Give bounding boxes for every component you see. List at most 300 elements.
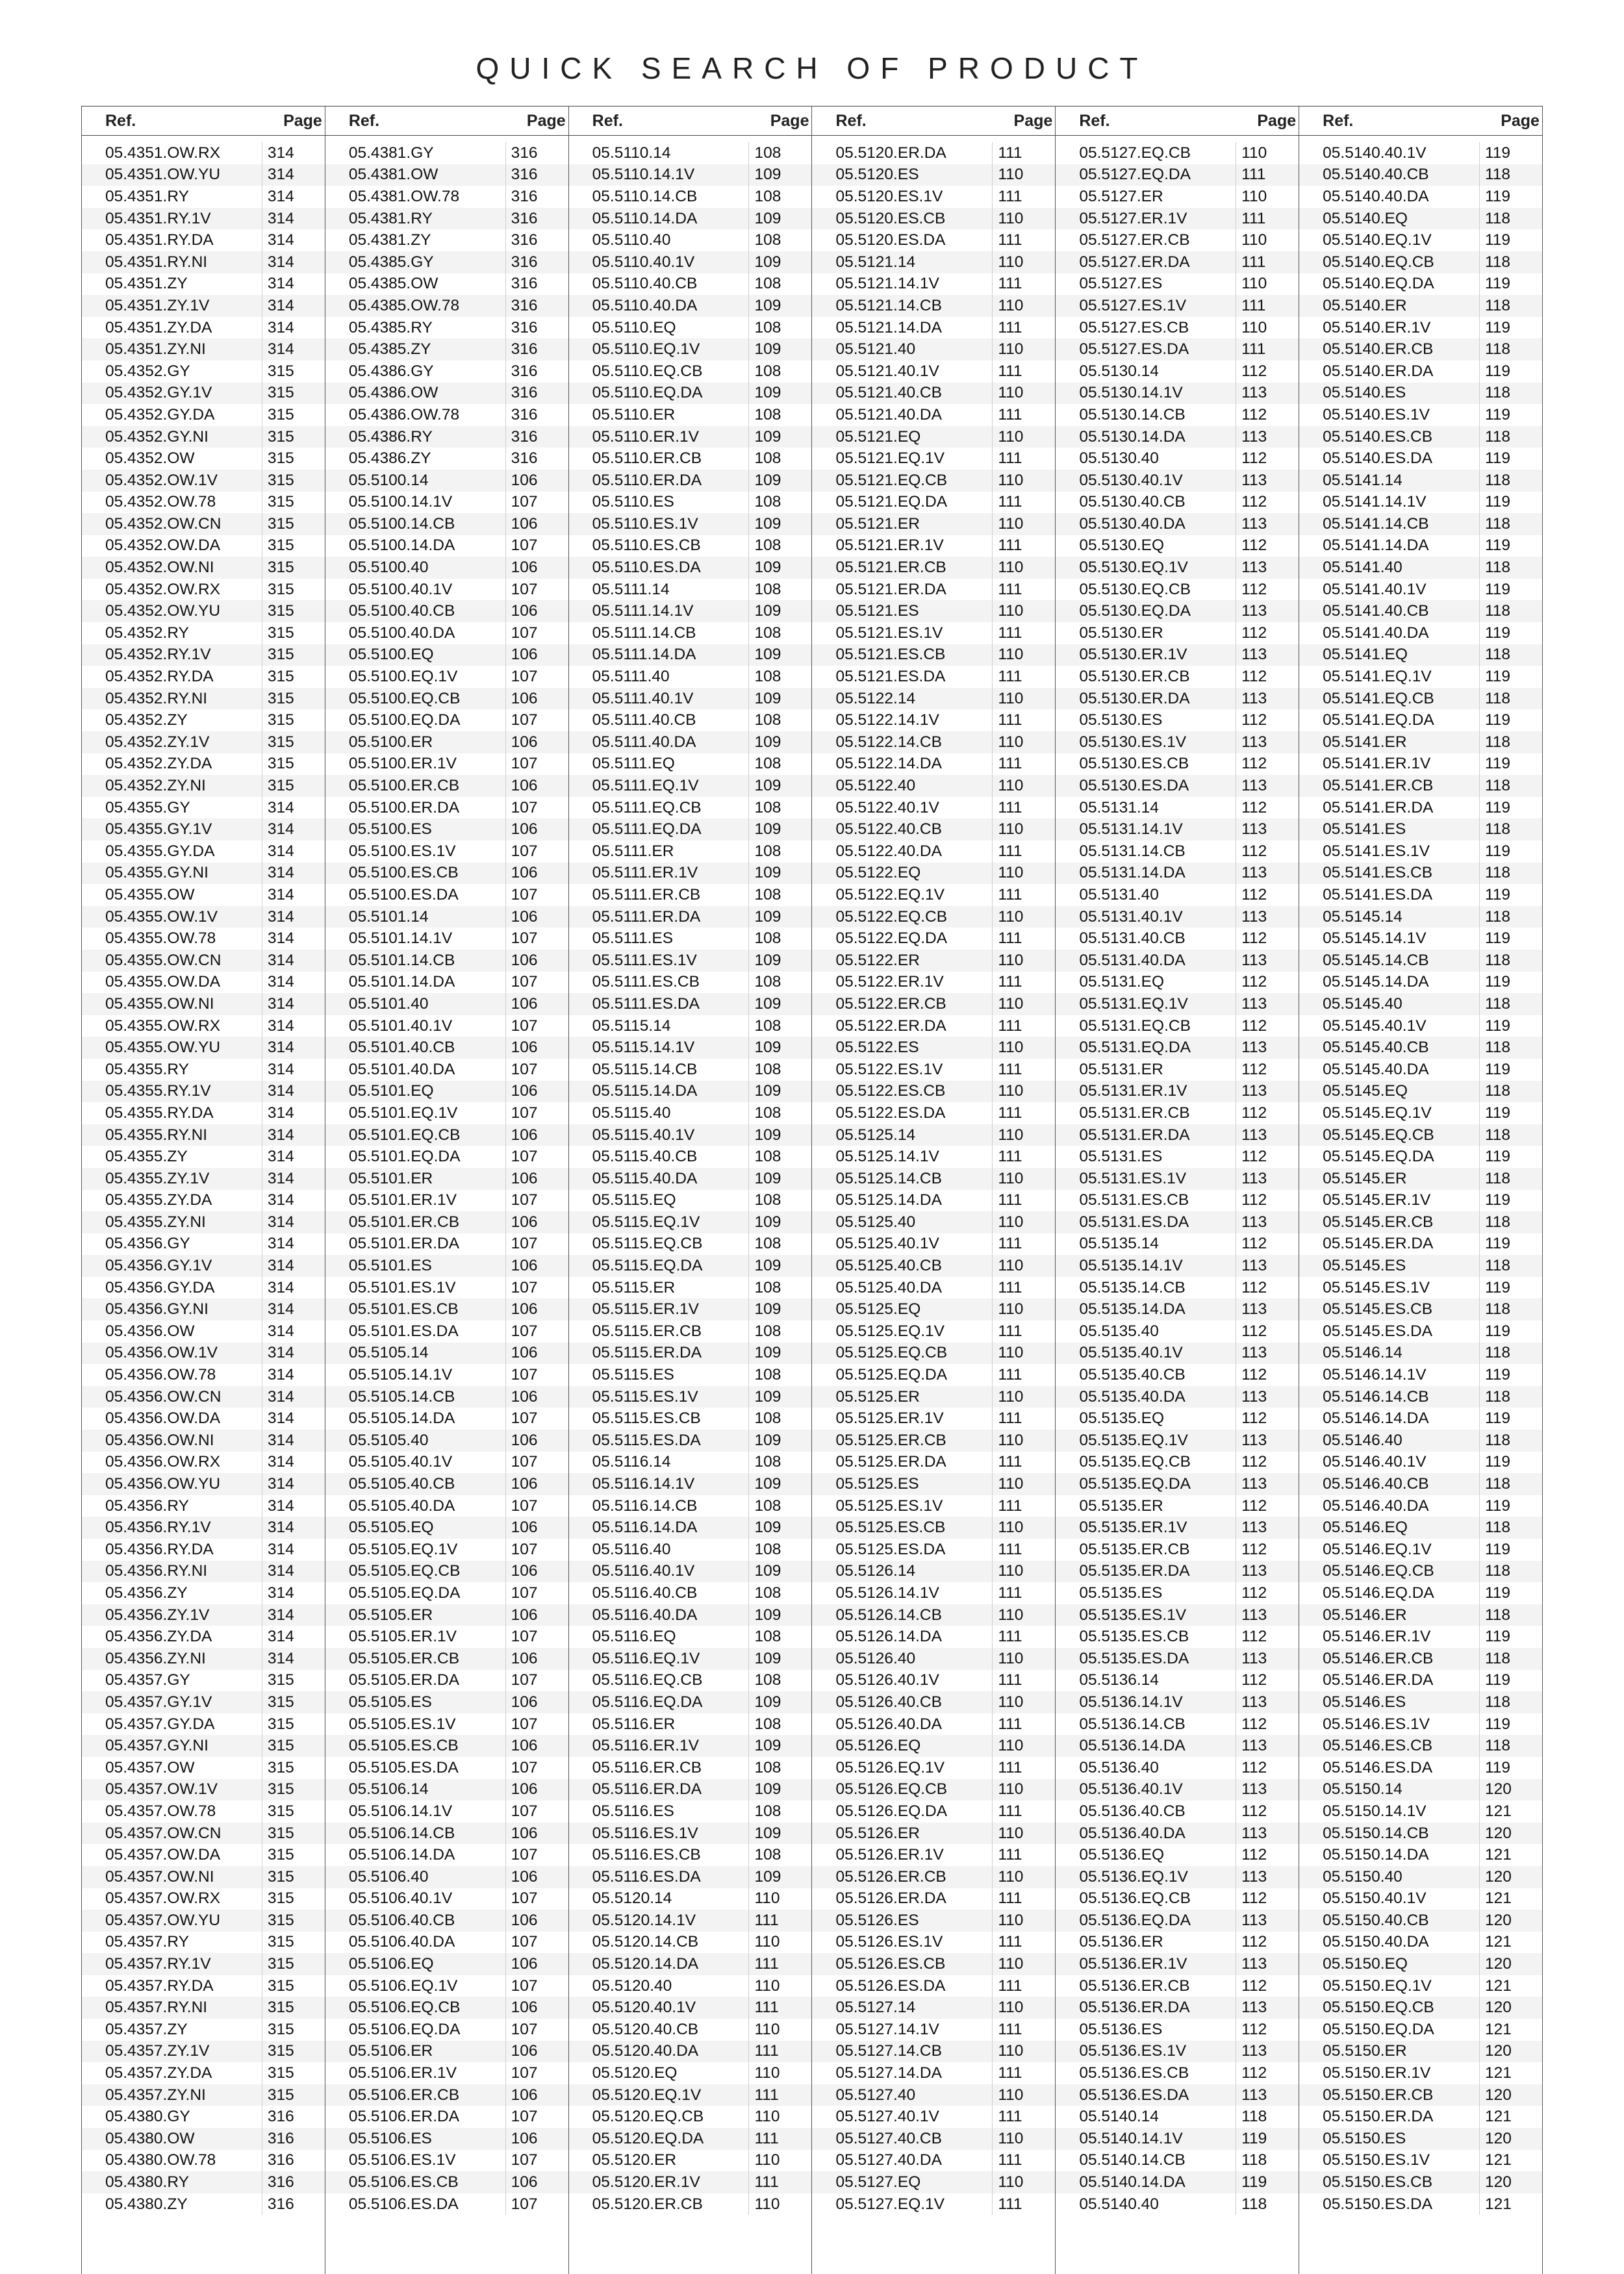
product-ref: 05.5121.EQ.CB	[835, 471, 948, 489]
column-header	[1056, 107, 1299, 136]
product-ref: 05.4351.ZY	[105, 275, 188, 293]
page-number: 118	[1479, 863, 1542, 885]
product-ref: 05.5115.ER.DA	[592, 1344, 702, 1362]
table-row	[569, 229, 812, 251]
index-rows	[82, 142, 325, 2215]
product-ref: 05.5115.EQ.CB	[592, 1235, 703, 1253]
page-number: 109	[748, 1735, 811, 1757]
page-number: 121	[1479, 1800, 1542, 1823]
product-ref: 05.4355.OW.78	[105, 929, 216, 948]
table-row	[325, 2062, 568, 2084]
product-ref: 05.5110.ES	[592, 493, 674, 511]
table-row	[325, 1081, 568, 1103]
table-row	[812, 1975, 1055, 1997]
table-row	[1056, 1670, 1299, 1692]
table-row	[82, 1757, 325, 1779]
page-number: 113	[1236, 1648, 1299, 1670]
page-number: 113	[1236, 1691, 1299, 1713]
page-number: 106	[505, 731, 568, 753]
product-ref: 05.5121.ER.DA	[835, 580, 946, 598]
table-row	[1299, 492, 1542, 514]
table-row	[812, 338, 1055, 360]
table-row	[569, 600, 812, 622]
product-ref: 05.5125.ER	[835, 1387, 920, 1406]
page-number: 120	[1479, 1866, 1542, 1888]
page-number: 107	[505, 1539, 568, 1561]
product-ref: 05.5146.ER	[1323, 1606, 1407, 1624]
product-ref: 05.5101.EQ	[348, 1082, 434, 1100]
page-number: 107	[505, 1844, 568, 1866]
page-number: 316	[262, 2106, 325, 2128]
page-number: 109	[748, 513, 811, 535]
product-ref: 05.4351.OW.YU	[105, 166, 221, 184]
table-row	[1056, 753, 1299, 776]
page-number: 314	[262, 906, 325, 928]
table-row	[569, 426, 812, 448]
page-number: 314	[262, 797, 325, 819]
product-ref: 05.4386.RY	[348, 427, 433, 446]
product-ref: 05.5140.40.DA	[1323, 187, 1429, 205]
product-ref: 05.5135.14.DA	[1079, 1300, 1186, 1319]
product-ref: 05.4357.OW	[105, 1758, 195, 1776]
table-row	[1299, 1015, 1542, 1037]
table-row	[82, 557, 325, 579]
product-ref: 05.5100.ER.DA	[348, 798, 460, 816]
page-number: 111	[748, 1997, 811, 2019]
page-number: 120	[1479, 2171, 1542, 2193]
product-ref: 05.5101.40	[348, 994, 429, 1013]
table-row	[325, 142, 568, 164]
page-number: 112	[1236, 1670, 1299, 1692]
table-row	[812, 928, 1055, 950]
page-number: 109	[748, 1779, 811, 1801]
page-number: 113	[1236, 731, 1299, 753]
index-rows	[1056, 142, 1299, 2215]
table-row	[1299, 709, 1542, 731]
product-ref: 05.5141.14.CB	[1323, 514, 1429, 533]
table-row	[325, 317, 568, 339]
product-ref: 05.5125.14	[835, 1126, 916, 1144]
table-row	[812, 709, 1055, 731]
page-number: 315	[262, 1866, 325, 1888]
product-ref: 05.5150.ES.DA	[1323, 2195, 1433, 2213]
product-ref: 05.5111.14.CB	[592, 624, 696, 642]
index-rows	[325, 142, 568, 2215]
page-number: 112	[1236, 622, 1299, 644]
table-row	[812, 426, 1055, 448]
page-number: 112	[1236, 1888, 1299, 1910]
page-number: 110	[992, 1561, 1055, 1583]
page-number: 314	[262, 1648, 325, 1670]
page-number: 315	[262, 2041, 325, 2063]
table-row	[325, 360, 568, 383]
table-row	[812, 1932, 1055, 1954]
page-number: 108	[748, 1320, 811, 1343]
product-ref: 05.5127.ER.CB	[1079, 231, 1190, 249]
product-ref: 05.5145.EQ.CB	[1323, 1126, 1434, 1144]
page-number: 109	[748, 1386, 811, 1408]
page-number: 106	[505, 600, 568, 622]
page-number: 110	[992, 688, 1055, 710]
table-row	[569, 709, 812, 731]
table-row	[325, 1059, 568, 1081]
page-number: 119	[1479, 1626, 1542, 1648]
table-row	[82, 863, 325, 885]
product-ref: 05.4352.ZY	[105, 711, 188, 729]
page-number: 108	[748, 1277, 811, 1299]
page-number: 106	[505, 1866, 568, 1888]
product-ref: 05.5116.ES.DA	[592, 1867, 701, 1886]
page-number: 316	[505, 142, 568, 164]
product-ref: 05.5105.ER.CB	[348, 1649, 460, 1667]
page-number: 316	[505, 229, 568, 251]
table-row	[812, 251, 1055, 273]
table-row	[325, 1364, 568, 1386]
page-number: 107	[505, 1670, 568, 1692]
product-ref: 05.5126.ES	[835, 1911, 919, 1929]
product-ref: 05.5110.40.CB	[592, 275, 698, 293]
table-row	[325, 1430, 568, 1452]
table-row	[569, 1211, 812, 1233]
product-ref: 05.5111.ES.CB	[592, 973, 700, 991]
product-ref: 05.5120.14.DA	[592, 1955, 699, 1973]
product-ref: 05.4356.OW.1V	[105, 1344, 218, 1362]
table-row	[569, 2062, 812, 2084]
product-ref: 05.4386.GY	[348, 362, 434, 380]
table-row	[1056, 1648, 1299, 1670]
product-ref: 05.4357.RY.DA	[105, 1977, 214, 1995]
table-row	[1299, 906, 1542, 928]
table-row	[1056, 2106, 1299, 2128]
table-row	[1056, 928, 1299, 950]
product-ref: 05.5140.14.DA	[1079, 2173, 1186, 2192]
table-row	[1299, 513, 1542, 535]
page-number: 112	[1236, 1059, 1299, 1081]
product-ref: 05.4355.GY.DA	[105, 842, 215, 860]
product-ref: 05.5111.40.DA	[592, 733, 696, 751]
product-ref: 05.5111.ER.CB	[592, 885, 701, 903]
table-row	[1056, 863, 1299, 885]
page-number: 113	[1236, 1298, 1299, 1320]
page-number: 111	[1236, 208, 1299, 230]
table-row	[82, 906, 325, 928]
product-ref: 05.5120.40.1V	[592, 1999, 696, 2017]
table-row	[569, 1844, 812, 1866]
product-ref: 05.5101.40.DA	[348, 1060, 455, 1078]
product-ref: 05.5136.EQ.DA	[1079, 1911, 1191, 1929]
product-ref: 05.5150.ER.1V	[1323, 2064, 1431, 2082]
page-number: 314	[262, 1386, 325, 1408]
table-row	[325, 1670, 568, 1692]
table-row	[569, 448, 812, 470]
table-row	[1299, 579, 1542, 601]
product-ref: 05.5125.EQ.1V	[835, 1322, 945, 1340]
table-row	[812, 1648, 1055, 1670]
page-number: 119	[1479, 753, 1542, 776]
product-ref: 05.5115.ER	[592, 1278, 676, 1296]
page-number: 119	[1479, 1713, 1542, 1736]
product-ref: 05.5115.ES.1V	[592, 1387, 698, 1406]
page-number: 112	[1236, 1495, 1299, 1517]
table-row	[1299, 1670, 1542, 1692]
table-row	[1299, 1648, 1542, 1670]
product-ref: 05.5116.14.CB	[592, 1497, 698, 1515]
product-ref: 05.5122.40.1V	[835, 798, 939, 816]
product-ref: 05.5116.ER	[592, 1715, 676, 1733]
product-ref: 05.5125.EQ.CB	[835, 1344, 948, 1362]
product-ref: 05.5106.40	[348, 1867, 429, 1886]
page-number: 110	[992, 251, 1055, 273]
product-ref: 05.4385.RY	[348, 318, 433, 336]
page-number: 107	[505, 2019, 568, 2041]
table-row	[569, 928, 812, 950]
table-row	[812, 535, 1055, 557]
page-number: 119	[1479, 666, 1542, 688]
product-ref: 05.4351.ZY.DA	[105, 318, 212, 336]
table-row	[569, 470, 812, 492]
product-ref: 05.5146.ES.DA	[1323, 1758, 1433, 1776]
product-ref: 05.5130.ER.CB	[1079, 668, 1190, 686]
product-ref: 05.5146.ER.DA	[1323, 1671, 1434, 1689]
product-ref: 05.5106.40.DA	[348, 1933, 455, 1951]
table-row	[569, 2128, 812, 2150]
page-number: 111	[992, 928, 1055, 950]
page-number: 315	[262, 383, 325, 405]
page-number: 106	[505, 688, 568, 710]
page-number: 112	[1236, 2062, 1299, 2084]
product-ref: 05.5150.EQ	[1323, 1955, 1408, 1973]
product-ref: 05.4351.RY	[105, 187, 189, 205]
table-row	[1056, 1735, 1299, 1757]
table-row	[812, 644, 1055, 666]
page-number: 118	[1479, 251, 1542, 273]
page-number: 314	[262, 1320, 325, 1343]
table-row	[1056, 1539, 1299, 1561]
table-row	[1056, 666, 1299, 688]
table-row	[812, 1713, 1055, 1736]
table-row	[1299, 1997, 1542, 2019]
table-row	[569, 906, 812, 928]
table-row	[569, 1408, 812, 1430]
table-row	[1056, 1015, 1299, 1037]
product-ref: 05.5141.ER.CB	[1323, 777, 1434, 795]
table-row	[569, 251, 812, 273]
page-number: 119	[1236, 2128, 1299, 2150]
table-row	[812, 404, 1055, 426]
table-row	[569, 2171, 812, 2193]
table-row	[325, 535, 568, 557]
page-number: 111	[1236, 295, 1299, 317]
product-ref: 05.4351.RY.1V	[105, 209, 211, 227]
product-ref: 05.5141.ER.DA	[1323, 798, 1434, 816]
table-row	[1299, 600, 1542, 622]
product-ref: 05.5122.ES.1V	[835, 1060, 943, 1078]
product-ref: 05.5106.ES.DA	[348, 2195, 459, 2213]
page-number: 106	[505, 1648, 568, 1670]
product-ref: 05.4352.GY	[105, 362, 190, 380]
page-number: 106	[505, 1386, 568, 1408]
table-row	[1056, 426, 1299, 448]
product-ref: 05.4352.RY.NI	[105, 689, 208, 707]
product-ref: 05.5106.ER	[348, 2042, 433, 2060]
page-number: 110	[748, 1888, 811, 1910]
product-ref: 05.5141.ES.DA	[1323, 885, 1433, 903]
table-row	[1056, 1473, 1299, 1495]
product-ref: 05.5140.ER.CB	[1323, 340, 1434, 359]
page-number: 315	[262, 709, 325, 731]
table-row	[569, 338, 812, 360]
product-ref: 05.5105.EQ.DA	[348, 1584, 461, 1602]
page-number: 118	[1479, 383, 1542, 405]
table-row	[812, 1953, 1055, 1975]
product-ref: 05.5110.ES.DA	[592, 559, 701, 577]
page-number: 315	[262, 753, 325, 776]
table-row	[325, 1015, 568, 1037]
page-number: 110	[992, 906, 1055, 928]
page-number: 108	[748, 1452, 811, 1474]
table-row	[325, 666, 568, 688]
table-row	[1056, 818, 1299, 840]
table-row	[569, 1910, 812, 1932]
product-ref: 05.5131.40.CB	[1079, 929, 1186, 948]
page-number: 111	[992, 2193, 1055, 2216]
table-row	[325, 1298, 568, 1320]
page-number: 111	[748, 2084, 811, 2106]
table-row	[569, 1081, 812, 1103]
product-ref: 05.5131.40.DA	[1079, 951, 1186, 969]
page-number: 118	[1479, 600, 1542, 622]
page-number: 113	[1236, 557, 1299, 579]
ref-header: Ref.	[835, 111, 867, 130]
product-ref: 05.5127.14.1V	[835, 2020, 939, 2038]
table-row	[325, 972, 568, 994]
table-row	[569, 1473, 812, 1495]
page-number: 112	[1236, 1582, 1299, 1604]
table-row	[1056, 688, 1299, 710]
table-row	[82, 1190, 325, 1212]
table-row	[325, 2171, 568, 2193]
product-ref: 05.5126.40.CB	[835, 1693, 942, 1711]
product-ref: 05.5120.14	[592, 1889, 672, 1908]
table-row	[82, 1582, 325, 1604]
product-ref: 05.4356.GY.1V	[105, 1257, 212, 1275]
page-number: 314	[262, 1495, 325, 1517]
table-row	[812, 2041, 1055, 2063]
table-row	[325, 2084, 568, 2106]
page-number: 107	[505, 1146, 568, 1168]
product-ref: 05.5140.EQ.CB	[1323, 253, 1434, 271]
product-ref: 05.5100.40.DA	[348, 624, 455, 642]
table-row	[1056, 338, 1299, 360]
product-ref: 05.4385.GY	[348, 253, 434, 271]
table-row	[812, 2171, 1055, 2193]
product-ref: 05.5116.ES	[592, 1802, 674, 1820]
table-row	[569, 142, 812, 164]
table-row	[812, 1320, 1055, 1343]
index-rows	[812, 142, 1055, 2215]
product-ref: 05.5131.ES.DA	[1079, 1213, 1189, 1231]
table-row	[1299, 1888, 1542, 1910]
product-ref: 05.5111.ES.DA	[592, 994, 700, 1013]
page-number: 119	[1479, 1408, 1542, 1430]
page-number: 109	[748, 383, 811, 405]
page-number: 108	[748, 229, 811, 251]
page-number: 107	[505, 1408, 568, 1430]
page-number: 111	[748, 2041, 811, 2063]
product-ref: 05.5126.ES.CB	[835, 1955, 946, 1973]
table-row	[1056, 1866, 1299, 1888]
table-row	[812, 753, 1055, 776]
product-ref: 05.5126.ES.1V	[835, 1933, 943, 1951]
table-row	[82, 731, 325, 753]
table-row	[1056, 1713, 1299, 1736]
product-ref: 05.5111.14.1V	[592, 602, 694, 620]
page-number: 107	[505, 1364, 568, 1386]
page-number: 118	[1479, 557, 1542, 579]
table-row	[1056, 557, 1299, 579]
product-ref: 05.4381.OW.78	[348, 187, 460, 205]
page-number: 110	[992, 1124, 1055, 1146]
table-row	[812, 818, 1055, 840]
table-row	[325, 1168, 568, 1190]
table-row	[1056, 797, 1299, 819]
product-ref: 05.5116.EQ.CB	[592, 1671, 703, 1689]
table-row	[325, 775, 568, 797]
page-number: 110	[748, 2019, 811, 2041]
page-number: 316	[262, 2171, 325, 2193]
product-ref: 05.5116.ER.DA	[592, 1780, 702, 1799]
product-ref: 05.5122.ER.1V	[835, 973, 944, 991]
product-ref: 05.5115.14.CB	[592, 1060, 698, 1078]
page-number: 118	[1236, 2106, 1299, 2128]
page-number: 111	[992, 666, 1055, 688]
table-row	[1299, 1713, 1542, 1736]
table-row	[325, 1233, 568, 1256]
page-number: 315	[262, 644, 325, 666]
page-header: Page	[1257, 111, 1297, 130]
product-ref: 05.5127.40.1V	[835, 2108, 939, 2126]
page-number: 108	[748, 1408, 811, 1430]
page-number: 110	[992, 1211, 1055, 1233]
page-number: 109	[748, 1604, 811, 1626]
product-ref: 05.5127.EQ.1V	[835, 2195, 945, 2213]
product-ref: 05.5100.ER.CB	[348, 777, 460, 795]
product-ref: 05.4351.ZY.1V	[105, 296, 210, 314]
page-number: 315	[262, 622, 325, 644]
product-ref: 05.5127.40	[835, 2086, 916, 2104]
product-ref: 05.5121.ES	[835, 602, 919, 620]
product-ref: 05.5101.ES.CB	[348, 1300, 459, 1319]
product-ref: 05.5122.14	[835, 689, 916, 707]
page-number: 108	[748, 492, 811, 514]
product-ref: 05.5100.ES.DA	[348, 885, 459, 903]
table-row	[82, 579, 325, 601]
product-ref: 05.5122.40.CB	[835, 820, 942, 839]
page-number: 113	[1236, 1561, 1299, 1583]
product-ref: 05.4357.GY.1V	[105, 1693, 212, 1711]
product-ref: 05.5130.EQ.CB	[1079, 580, 1191, 598]
table-row	[82, 1888, 325, 1910]
table-row	[82, 753, 325, 776]
product-ref: 05.5136.ER	[1079, 1933, 1163, 1951]
table-row	[569, 1386, 812, 1408]
page-number: 113	[1236, 1779, 1299, 1801]
table-row	[82, 2193, 325, 2216]
table-row	[82, 1146, 325, 1168]
product-ref: 05.4357.ZY.1V	[105, 2042, 210, 2060]
table-row	[1299, 688, 1542, 710]
table-row	[569, 666, 812, 688]
